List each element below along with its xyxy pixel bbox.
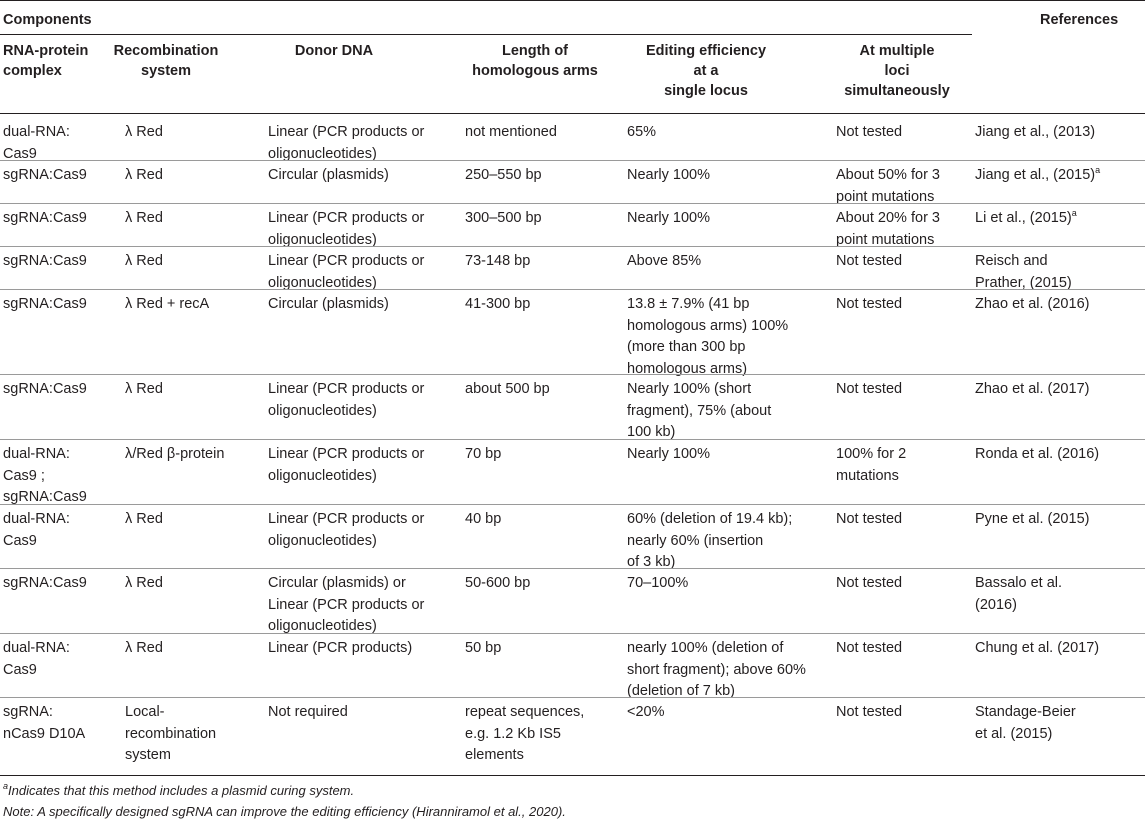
- table-cell-arms: 50 bp: [465, 640, 502, 656]
- table-cell-donor: oligonucleotides): [268, 274, 377, 291]
- bottom-rule: [0, 775, 1145, 776]
- table-cell-donor: Linear (PCR products or: [268, 511, 425, 527]
- table-cell-system: λ Red: [125, 575, 163, 591]
- column-header-line: Recombination: [113, 43, 219, 59]
- table-cell-donor: Linear (PCR products or: [268, 253, 425, 269]
- table-cell-system: λ Red: [125, 381, 163, 397]
- row-divider: [0, 246, 1145, 247]
- table-cell-multi: Not tested: [836, 640, 903, 656]
- table-cell-donor: oligonucleotides): [268, 532, 377, 549]
- table-cell-arms: e.g. 1.2 Kb IS5: [465, 725, 561, 742]
- table-cell-multi: 100% for 2: [836, 446, 907, 462]
- table-cell-single: 70–100%: [627, 575, 689, 591]
- table-cell-complex: dual-RNA:: [3, 640, 70, 656]
- table-cell-single: Nearly 100%: [627, 167, 711, 183]
- row-divider: [0, 289, 1145, 290]
- table-cell-ref: et al. (2015): [975, 725, 1053, 742]
- table-cell-multi: point mutations: [836, 231, 935, 248]
- table-cell-ref: Prather, (2015): [975, 274, 1072, 291]
- table-cell-donor: Circular (plasmids): [268, 167, 389, 183]
- table-cell-arms: 41-300 bp: [465, 296, 531, 312]
- table-cell-complex: sgRNA:Cas9: [3, 381, 87, 397]
- table-cell-donor: oligonucleotides): [268, 618, 377, 634]
- column-header-line: system: [141, 63, 191, 79]
- table-cell-system: λ Red: [125, 511, 163, 527]
- table-cell-donor: Circular (plasmids): [268, 296, 389, 312]
- table-cell-multi: mutations: [836, 467, 899, 484]
- table-cell-arms: 40 bp: [465, 511, 502, 527]
- table-cell-arms: about 500 bp: [465, 381, 550, 397]
- header-references: References: [1040, 12, 1119, 28]
- table-cell-single: nearly 60% (insertion: [627, 532, 764, 549]
- table-cell-single: 13.8 ± 7.9% (41 bp: [627, 296, 750, 312]
- table-cell-multi: Not tested: [836, 124, 903, 140]
- footnote-text: Indicates that this method includes a plasmid curing system.: [8, 783, 355, 798]
- table-cell-complex: Cas9: [3, 145, 37, 162]
- table-cell-ref: Pyne et al. (2015): [975, 511, 1090, 527]
- table-cell-complex: sgRNA:Cas9: [3, 296, 87, 312]
- table-cell-donor: Linear (PCR products or: [268, 210, 425, 226]
- table-cell-ref: Ronda et al. (2016): [975, 446, 1100, 462]
- table-cell-arms: 70 bp: [465, 446, 502, 462]
- table-cell-ref: Reisch and: [975, 253, 1048, 269]
- table-cell-system: Local-: [125, 704, 165, 720]
- column-header-line: homologous arms: [472, 63, 598, 79]
- table-cell-complex: Cas9: [3, 661, 37, 678]
- table-cell-ref: Chung et al. (2017): [975, 640, 1100, 656]
- table-cell-single: <20%: [627, 704, 665, 720]
- table-cell-multi: Not tested: [836, 575, 903, 591]
- footnote-text: Note: A specifically designed sgRNA can improve the editing efficiency (Hiranniramol et al., 2020).: [3, 804, 566, 819]
- table-cell-multi: Not tested: [836, 296, 903, 312]
- column-header-line: RNA-protein: [3, 43, 89, 59]
- table-cell-ref: Jiang et al., (2013): [975, 124, 1096, 140]
- table-cell-donor: Not required: [268, 704, 348, 720]
- row-divider: [0, 568, 1145, 569]
- table-cell-single: Nearly 100%: [627, 446, 711, 462]
- footnote: [3, 782, 354, 801]
- table-cell-single: nearly 100% (deletion of: [627, 640, 784, 656]
- table-cell-system: recombination: [125, 725, 217, 742]
- table-cell-ref: (2016): [975, 596, 1017, 613]
- table-cell-multi: About 20% for 3: [836, 210, 940, 226]
- table-cell-multi: Not tested: [836, 511, 903, 527]
- table-cell-system: λ Red + recA: [125, 296, 210, 312]
- table-cell-donor: oligonucleotides): [268, 402, 377, 419]
- table-cell-system: λ Red: [125, 640, 163, 656]
- table-cell-arms: repeat sequences,: [465, 704, 585, 720]
- table-cell-single: 100 kb): [627, 424, 676, 440]
- table-cell-ref: Standage-Beier: [975, 704, 1076, 720]
- table-cell-complex: dual-RNA:: [3, 124, 70, 140]
- table-cell-system: λ Red: [125, 253, 163, 269]
- column-header-line: Editing efficiency: [645, 43, 767, 59]
- table-cell-donor: oligonucleotides): [268, 231, 377, 248]
- table-cell-ref: Li et al., $(2015)^a$: [975, 208, 1077, 226]
- row-divider: [0, 439, 1145, 440]
- table-cell-multi: Not tested: [836, 253, 903, 269]
- table-cell-single: Above 85%: [627, 253, 702, 269]
- table-cell-single: Nearly 100%: [627, 210, 711, 226]
- row-divider: [0, 504, 1145, 505]
- column-header-line: complex: [3, 63, 62, 79]
- column-header-line: at a: [693, 63, 719, 79]
- table-cell-arms: 300–500 bp: [465, 210, 542, 226]
- header-components: Components: [3, 12, 92, 28]
- column-header-line: simultaneously: [844, 83, 950, 99]
- table-cell-complex: nCas9 D10A: [3, 725, 86, 742]
- table-cell-complex: dual-RNA:: [3, 446, 70, 462]
- table-cell-system: λ Red: [125, 167, 163, 183]
- table-cell-ref: Bassalo et al.: [975, 575, 1063, 591]
- table-cell-complex: sgRNA:Cas9: [3, 167, 87, 183]
- table-cell-single: (more than 300 bp: [627, 339, 746, 355]
- footnote: [3, 803, 566, 821]
- table-cell-complex: sgRNA:Cas9: [3, 575, 87, 591]
- table-cell-single: 65%: [627, 124, 657, 140]
- table-cell-donor: Linear (PCR products or: [268, 381, 425, 397]
- top-rule: [0, 0, 1145, 1]
- table-cell-system: λ Red: [125, 124, 163, 140]
- table-cell-arms: 250–550 bp: [465, 167, 542, 183]
- table-cell-donor: Linear (PCR products or: [268, 124, 425, 140]
- column-header-line: Length of: [501, 43, 569, 59]
- table-cell-arms: not mentioned: [465, 124, 557, 140]
- table-cell-multi: Not tested: [836, 704, 903, 720]
- table-cell-single: short fragment); above 60%: [627, 661, 806, 678]
- table-cell-arms: 73-148 bp: [465, 253, 531, 269]
- table-cell-donor: Linear (PCR products): [268, 640, 413, 656]
- table-cell-system: λ Red: [125, 210, 163, 226]
- table-cell-single: homologous arms) 100%: [627, 317, 789, 334]
- table-cell-complex: sgRNA:: [3, 704, 53, 720]
- column-header-line: loci: [884, 63, 910, 79]
- table-cell-donor: Circular (plasmids) or: [268, 575, 406, 591]
- table-cell-single: Nearly 100% (short: [627, 381, 752, 397]
- row-divider: [0, 203, 1145, 204]
- table-cell-single: 60% (deletion of 19.4 kb);: [627, 511, 793, 527]
- table-cell-single: homologous arms): [627, 360, 748, 377]
- table-cell-ref: Zhao et al. (2016): [975, 296, 1090, 312]
- table-cell-complex: sgRNA:Cas9: [3, 210, 87, 226]
- table-cell-single: of 3 kb): [627, 554, 676, 570]
- table-cell-multi: Not tested: [836, 381, 903, 397]
- row-divider: [0, 633, 1145, 634]
- column-header-line: Donor DNA: [294, 43, 374, 59]
- table-cell-arms: elements: [465, 747, 524, 763]
- table-cell-donor: oligonucleotides): [268, 467, 377, 484]
- table-cell-single: (deletion of 7 kb): [627, 683, 736, 699]
- table-cell-ref: Jiang et al., $(2015)^a$: [975, 165, 1101, 183]
- row-divider: [0, 160, 1145, 161]
- table-cell-complex: sgRNA:Cas9: [3, 489, 87, 505]
- column-header-line: At multiple: [859, 43, 935, 59]
- column-header-line: single locus: [664, 83, 748, 99]
- table-cell-system: λ/Red β-protein: [125, 446, 225, 462]
- row-divider: [0, 697, 1145, 698]
- footnote-marker: a: [1095, 165, 1101, 175]
- table-cell-donor: oligonucleotides): [268, 145, 377, 162]
- table-cell-system: system: [125, 747, 171, 763]
- table-cell-complex: sgRNA:Cas9: [3, 253, 87, 269]
- table-cell-complex: Cas9: [3, 532, 37, 549]
- table-cell-multi: About 50% for 3: [836, 167, 940, 183]
- row-divider: [0, 374, 1145, 375]
- table-cell-multi: point mutations: [836, 188, 935, 205]
- footnote-marker: a: [3, 781, 9, 791]
- footnote-marker: a: [1071, 208, 1077, 218]
- header-rule: [0, 113, 1145, 114]
- table-cell-ref: Zhao et al. (2017): [975, 381, 1090, 397]
- table-cell-donor: Linear (PCR products or: [268, 596, 425, 613]
- table-cell-single: fragment), 75% (about: [627, 402, 772, 419]
- table-cell-donor: Linear (PCR products or: [268, 446, 425, 462]
- table-cell-complex: Cas9 ;: [3, 467, 45, 484]
- components-rule: [0, 34, 972, 35]
- table-cell-complex: dual-RNA:: [3, 511, 70, 527]
- table-cell-arms: 50-600 bp: [465, 575, 531, 591]
